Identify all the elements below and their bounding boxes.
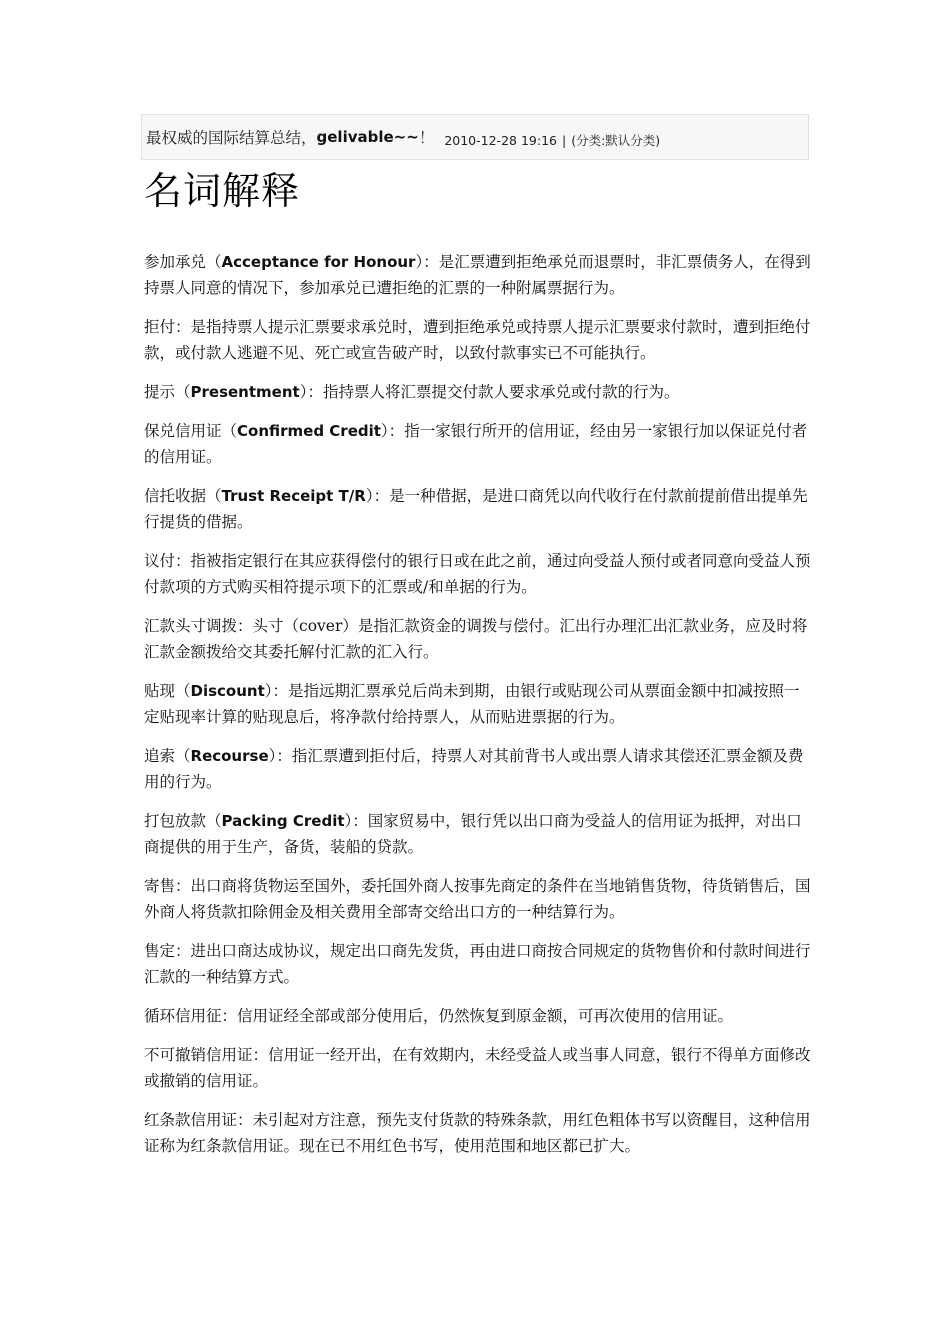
entry-term-close: ）：	[344, 812, 368, 830]
entry-definition: 指持票人将汇票提交付款人要求承兑或付款的行为。	[322, 383, 680, 401]
post-header	[141, 114, 809, 160]
entry-definition: 国家贸易中，银行凭以出口商为受益人的信用证为抵押，对出口商提供的用于生产，备货，装船的贷款。	[144, 812, 802, 856]
glossary-entry	[144, 1042, 812, 1094]
entry-term-english: Discount	[190, 682, 265, 700]
glossary-entry	[144, 483, 812, 535]
entry-definition: 信用证经全部或部分使用后，仍然恢复到原金额，可再次使用的信用证。	[237, 1007, 734, 1025]
post-title-suffix: ！	[418, 129, 435, 147]
post-date: 2010-12-28 19:16	[444, 133, 557, 148]
post-author: gelivable~~	[316, 128, 419, 146]
glossary-entry	[144, 613, 812, 665]
entry-term-close: ）：	[380, 422, 405, 440]
entry-term-english: Recourse	[190, 747, 269, 765]
entry-term: 循环信用征：	[144, 1007, 238, 1025]
glossary-list	[144, 249, 812, 1172]
entry-term-close: ）：	[268, 747, 292, 765]
glossary-entry	[144, 418, 812, 470]
entry-definition: 是指远期汇票承兑后尚未到期，由银行或贴现公司从票面金额中扣减按照一定贴现率计算的贴现息后，将净款付给持票人，从而贴进票据的行为。	[144, 682, 800, 726]
glossary-entry	[144, 1003, 812, 1029]
glossary-entry	[144, 379, 812, 405]
entry-term: 打包放款（	[144, 812, 222, 830]
section-title: 名词解释	[144, 169, 301, 213]
entry-term-english: Packing Credit	[221, 812, 345, 830]
entry-term-close: ）：	[299, 383, 323, 401]
entry-term: 汇款头寸调拨：	[144, 617, 253, 635]
entry-term-close: ）：	[365, 487, 390, 505]
entry-term: 不可撤销信用证：	[144, 1046, 269, 1064]
entry-term: 拒付：	[144, 318, 191, 336]
entry-term: 保兑信用证（	[144, 422, 238, 440]
entry-definition: 是汇票遭到拒绝承兑而退票时，非汇票债务人，在得到持票人同意的情况下，参加承兑已遭拒绝的汇票的一种附属票据行为。	[144, 253, 811, 297]
post-title: 最权威的国际结算总结，	[146, 129, 317, 147]
entry-term-english: Presentment	[190, 383, 300, 401]
entry-term: 红条款信用证：	[144, 1111, 253, 1129]
glossary-entry	[144, 314, 812, 366]
entry-term-english: Acceptance for Honour	[221, 253, 416, 271]
post-category: (分类:默认分类)	[571, 133, 661, 148]
entry-definition: 头寸（cover）是指汇款资金的调拨与偿付。汇出行办理汇出汇款业务，应及时将汇款金额拨给交其委托解付汇款的汇入行。	[144, 617, 808, 661]
entry-term: 寄售：	[144, 877, 191, 895]
entry-term: 追索（	[144, 747, 191, 765]
entry-term: 信托收据（	[144, 487, 222, 505]
glossary-entry	[144, 1107, 812, 1159]
entry-definition: 未引起对方注意，预先支付货款的特殊条款，用红色粗体书写以资醒目，这种信用证称为红条款信用证。现在已不用红色书写，使用范围和地区都已扩大。	[144, 1111, 811, 1155]
entry-definition: 是指持票人提示汇票要求承兑时，遭到拒绝承兑或持票人提示汇票要求付款时，遭到拒绝付款，或付款人逃避不见、死亡或宣告破产时，以致付款事实已不可能执行。	[144, 318, 811, 362]
glossary-entry	[144, 548, 812, 600]
entry-definition: 指一家银行所开的信用证，经由另一家银行加以保证兑付者的信用证。	[144, 422, 808, 466]
entry-term: 参加承兑（	[144, 253, 222, 271]
entry-definition: 出口商将货物运至国外，委托国外商人按事先商定的条件在当地销售货物，待货销售后，国外商人将货款扣除佣金及相关费用全部寄交给出口方的一种结算行为。	[144, 877, 811, 921]
entry-definition: 指被指定银行在其应获得偿付的银行日或在此之前，通过向受益人预付或者同意向受益人预付款项的方式购买相符提示项下的汇票或/和单据的行为。	[144, 552, 811, 596]
entry-term: 提示（	[144, 383, 191, 401]
meta-separator: |	[561, 133, 567, 148]
post-meta	[444, 131, 660, 149]
entry-definition: 指汇票遭到拒付后，持票人对其前背书人或出票人请求其偿还汇票金额及费用的行为。	[144, 747, 804, 791]
entry-definition: 是一种借据，是进口商凭以向代收行在付款前提前借出提单先行提货的借据。	[144, 487, 808, 531]
entry-term: 议付：	[144, 552, 191, 570]
entry-term: 贴现（	[144, 682, 191, 700]
entry-term-english: Confirmed Credit	[237, 422, 381, 440]
entry-definition: 进出口商达成协议，规定出口商先发货，再由进口商按合同规定的货物售价和付款时间进行汇款的一种结算方式。	[144, 942, 811, 986]
glossary-entry	[144, 808, 812, 860]
glossary-entry	[144, 873, 812, 925]
glossary-entry	[144, 743, 812, 795]
entry-term-close: ）：	[415, 253, 439, 271]
glossary-entry	[144, 938, 812, 990]
glossary-entry	[144, 678, 812, 730]
glossary-entry	[144, 249, 812, 301]
entry-term: 售定：	[144, 942, 191, 960]
entry-term-close: ）：	[264, 682, 289, 700]
entry-term-english: Trust Receipt T/R	[221, 487, 366, 505]
entry-definition: 信用证一经开出，在有效期内，未经受益人或当事人同意，银行不得单方面修改或撤销的信用证。	[144, 1046, 811, 1090]
